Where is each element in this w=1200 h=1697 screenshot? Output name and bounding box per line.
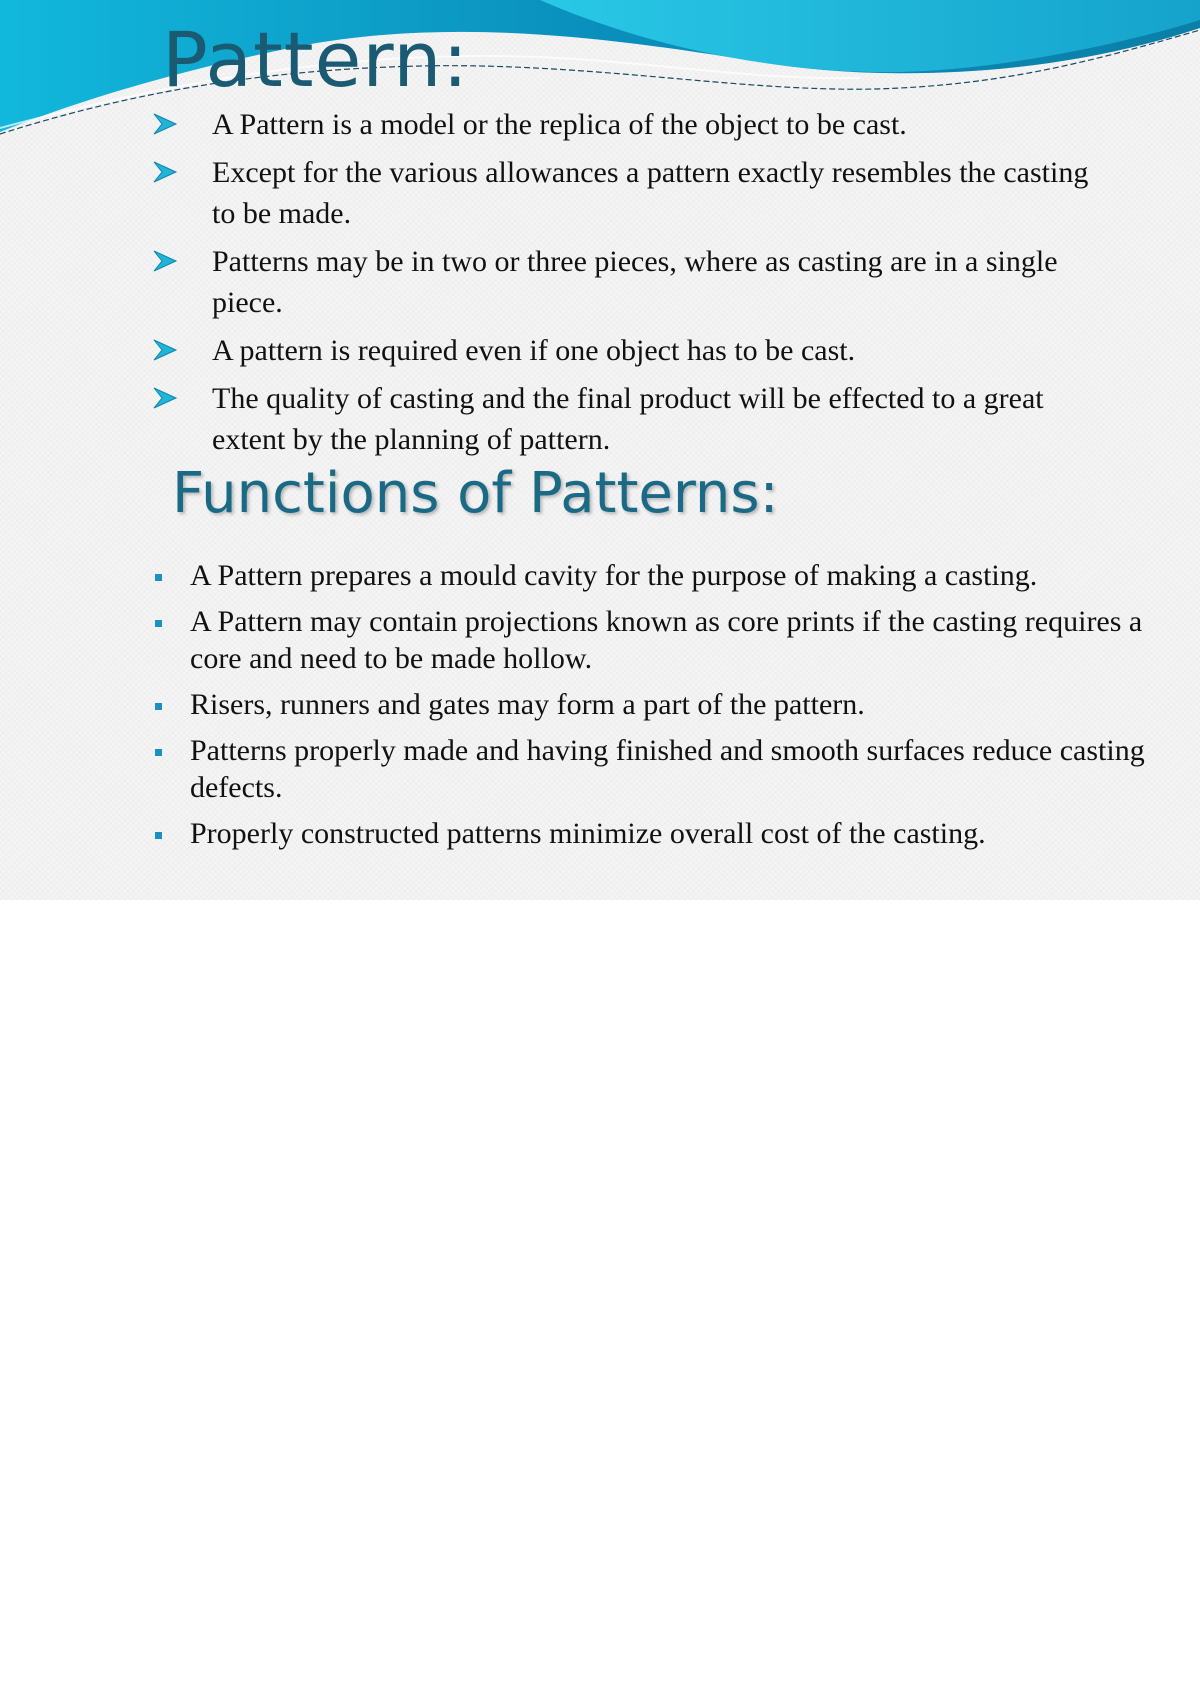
arrowhead-bullet-icon <box>152 338 178 362</box>
list-item <box>152 603 1162 677</box>
square-bullet-icon <box>155 832 162 839</box>
arrowhead-bullet-icon <box>152 160 178 184</box>
list-item-text: Patterns properly made and having finished and smooth surfaces reduce casting defects. <box>190 734 1145 804</box>
section-title-functions: Functions of Patterns: <box>172 461 779 526</box>
arrowhead-bullet-icon <box>152 386 178 410</box>
list-item-text: Properly constructed patterns minimize overall cost of the casting. <box>190 817 986 850</box>
list-item <box>152 152 1112 234</box>
list-item-text: Risers, runners and gates may form a part of the pattern. <box>190 688 865 721</box>
list-item-text: A Pattern may contain projections known as core prints if the casting requires a core and need to be made hollow. <box>190 605 1143 675</box>
list-item <box>152 686 1162 723</box>
list-item-text: Patterns may be in two or three pieces, where as casting are in a single piece. <box>212 245 1058 319</box>
list-item <box>152 241 1112 323</box>
list-item <box>152 330 1112 371</box>
section-title-pattern: Pattern: <box>162 15 470 104</box>
square-bullet-icon <box>155 749 162 756</box>
list-item <box>152 378 1112 460</box>
square-bullet-icon <box>155 620 162 627</box>
list-item <box>152 104 1112 145</box>
functions-bullet-list <box>152 557 1162 861</box>
arrowhead-bullet-icon <box>152 112 178 136</box>
pattern-bullet-list <box>152 104 1112 467</box>
list-item-text: A Pattern prepares a mould cavity for the purpose of making a casting. <box>190 559 1038 592</box>
arrowhead-bullet-icon <box>152 249 178 273</box>
list-item-text: A pattern is required even if one object has to be cast. <box>212 334 856 367</box>
list-item <box>152 815 1162 852</box>
list-item <box>152 557 1162 594</box>
square-bullet-icon <box>155 703 162 710</box>
square-bullet-icon <box>155 574 162 581</box>
list-item-text: Except for the various allowances a pattern exactly resembles the casting to be made. <box>212 156 1089 230</box>
list-item-text: The quality of casting and the final product will be effected to a great extent by the planning of pattern. <box>212 382 1044 456</box>
list-item <box>152 732 1162 806</box>
list-item-text: A Pattern is a model or the replica of the object to be cast. <box>212 108 907 141</box>
